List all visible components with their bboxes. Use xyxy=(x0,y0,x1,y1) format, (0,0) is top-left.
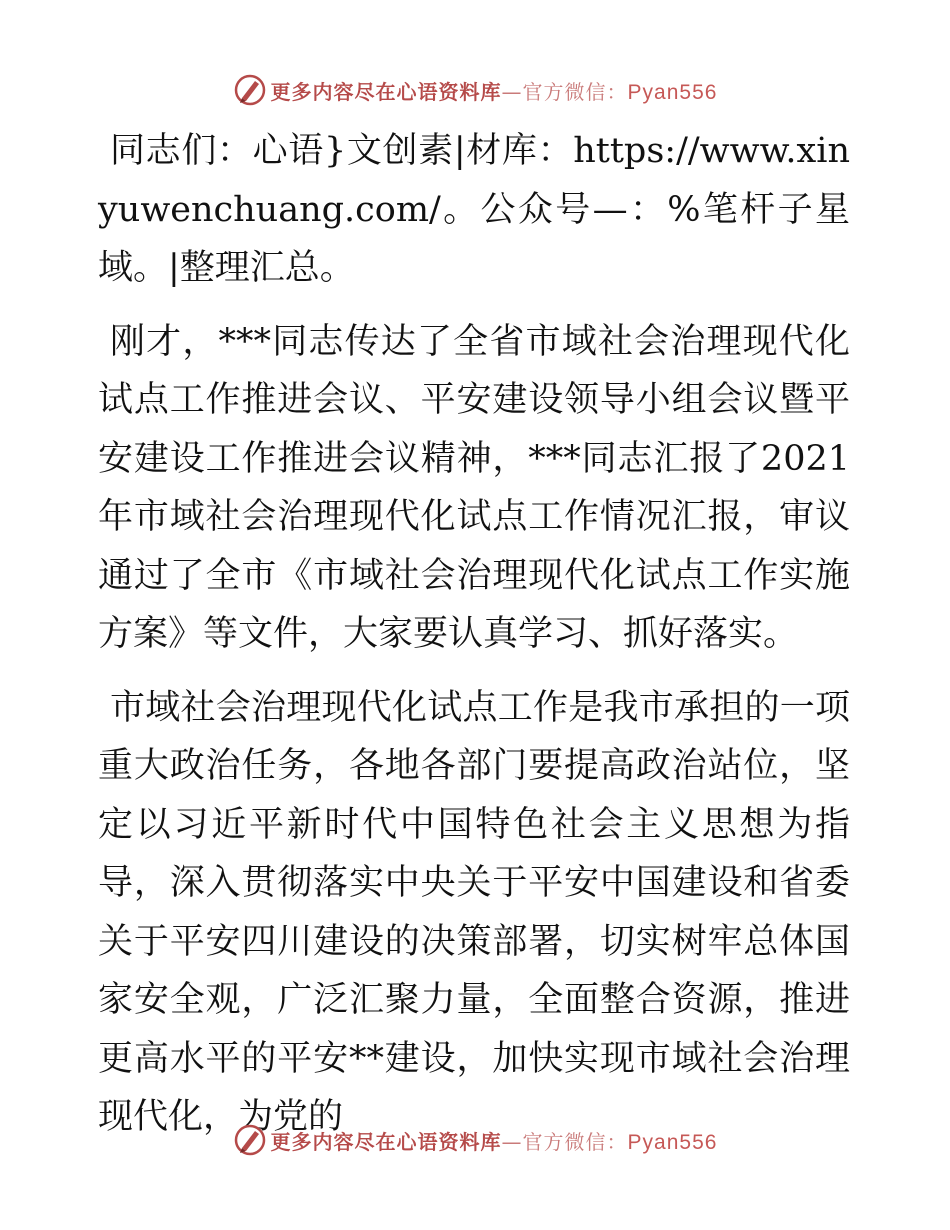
header-banner xyxy=(0,70,950,110)
paragraph-2: 刚才，***同志传达了全省市域社会治理现代化试点工作推进会议、平安建设领导小组会议暨平安建设工作推进会议精神，***同志汇报了2021年市域社会治理现代化试点工作情况汇报，审议通过了全市《市域社会治理现代化试点工作实施方案》等文件，大家要认真学习、抓好落实。 xyxy=(98,321,850,654)
banner-text xyxy=(271,1126,718,1155)
banner-separator: —官方微信： xyxy=(501,79,628,104)
paragraph-1: 同志们：心语}文创素|材库：https://www.xinyuwenchuang.com/。公众号—：%笔杆子星域。|整理汇总。 xyxy=(98,131,850,288)
banner-wechat-id: Pyan556 xyxy=(627,1130,718,1154)
document-body xyxy=(98,122,850,1162)
banner-text xyxy=(271,76,718,105)
footer-banner xyxy=(0,1120,950,1160)
banner-wechat-id: Pyan556 xyxy=(627,80,718,104)
pen-logo-icon xyxy=(233,73,267,107)
banner-main: 更多内容尽在心语资料库 xyxy=(270,79,502,104)
pen-logo-icon xyxy=(233,1123,267,1157)
banner-separator: —官方微信： xyxy=(501,1129,628,1154)
paragraph-3: 市域社会治理现代化试点工作是我市承担的一项重大政治任务，各地各部门要提高政治站位，坚定以习近平新时代中国特色社会主义思想为指导，深入贯彻落实中央关于平安中国建设和省委关于平安四川建设的决策部署，切实树牢总体国家安全观，广泛汇聚力量，全面整合资源，推进更高水平的平安**建设，加快实现市域社会治理现代化，为党的 xyxy=(98,687,850,1137)
banner-main: 更多内容尽在心语资料库 xyxy=(270,1129,502,1154)
